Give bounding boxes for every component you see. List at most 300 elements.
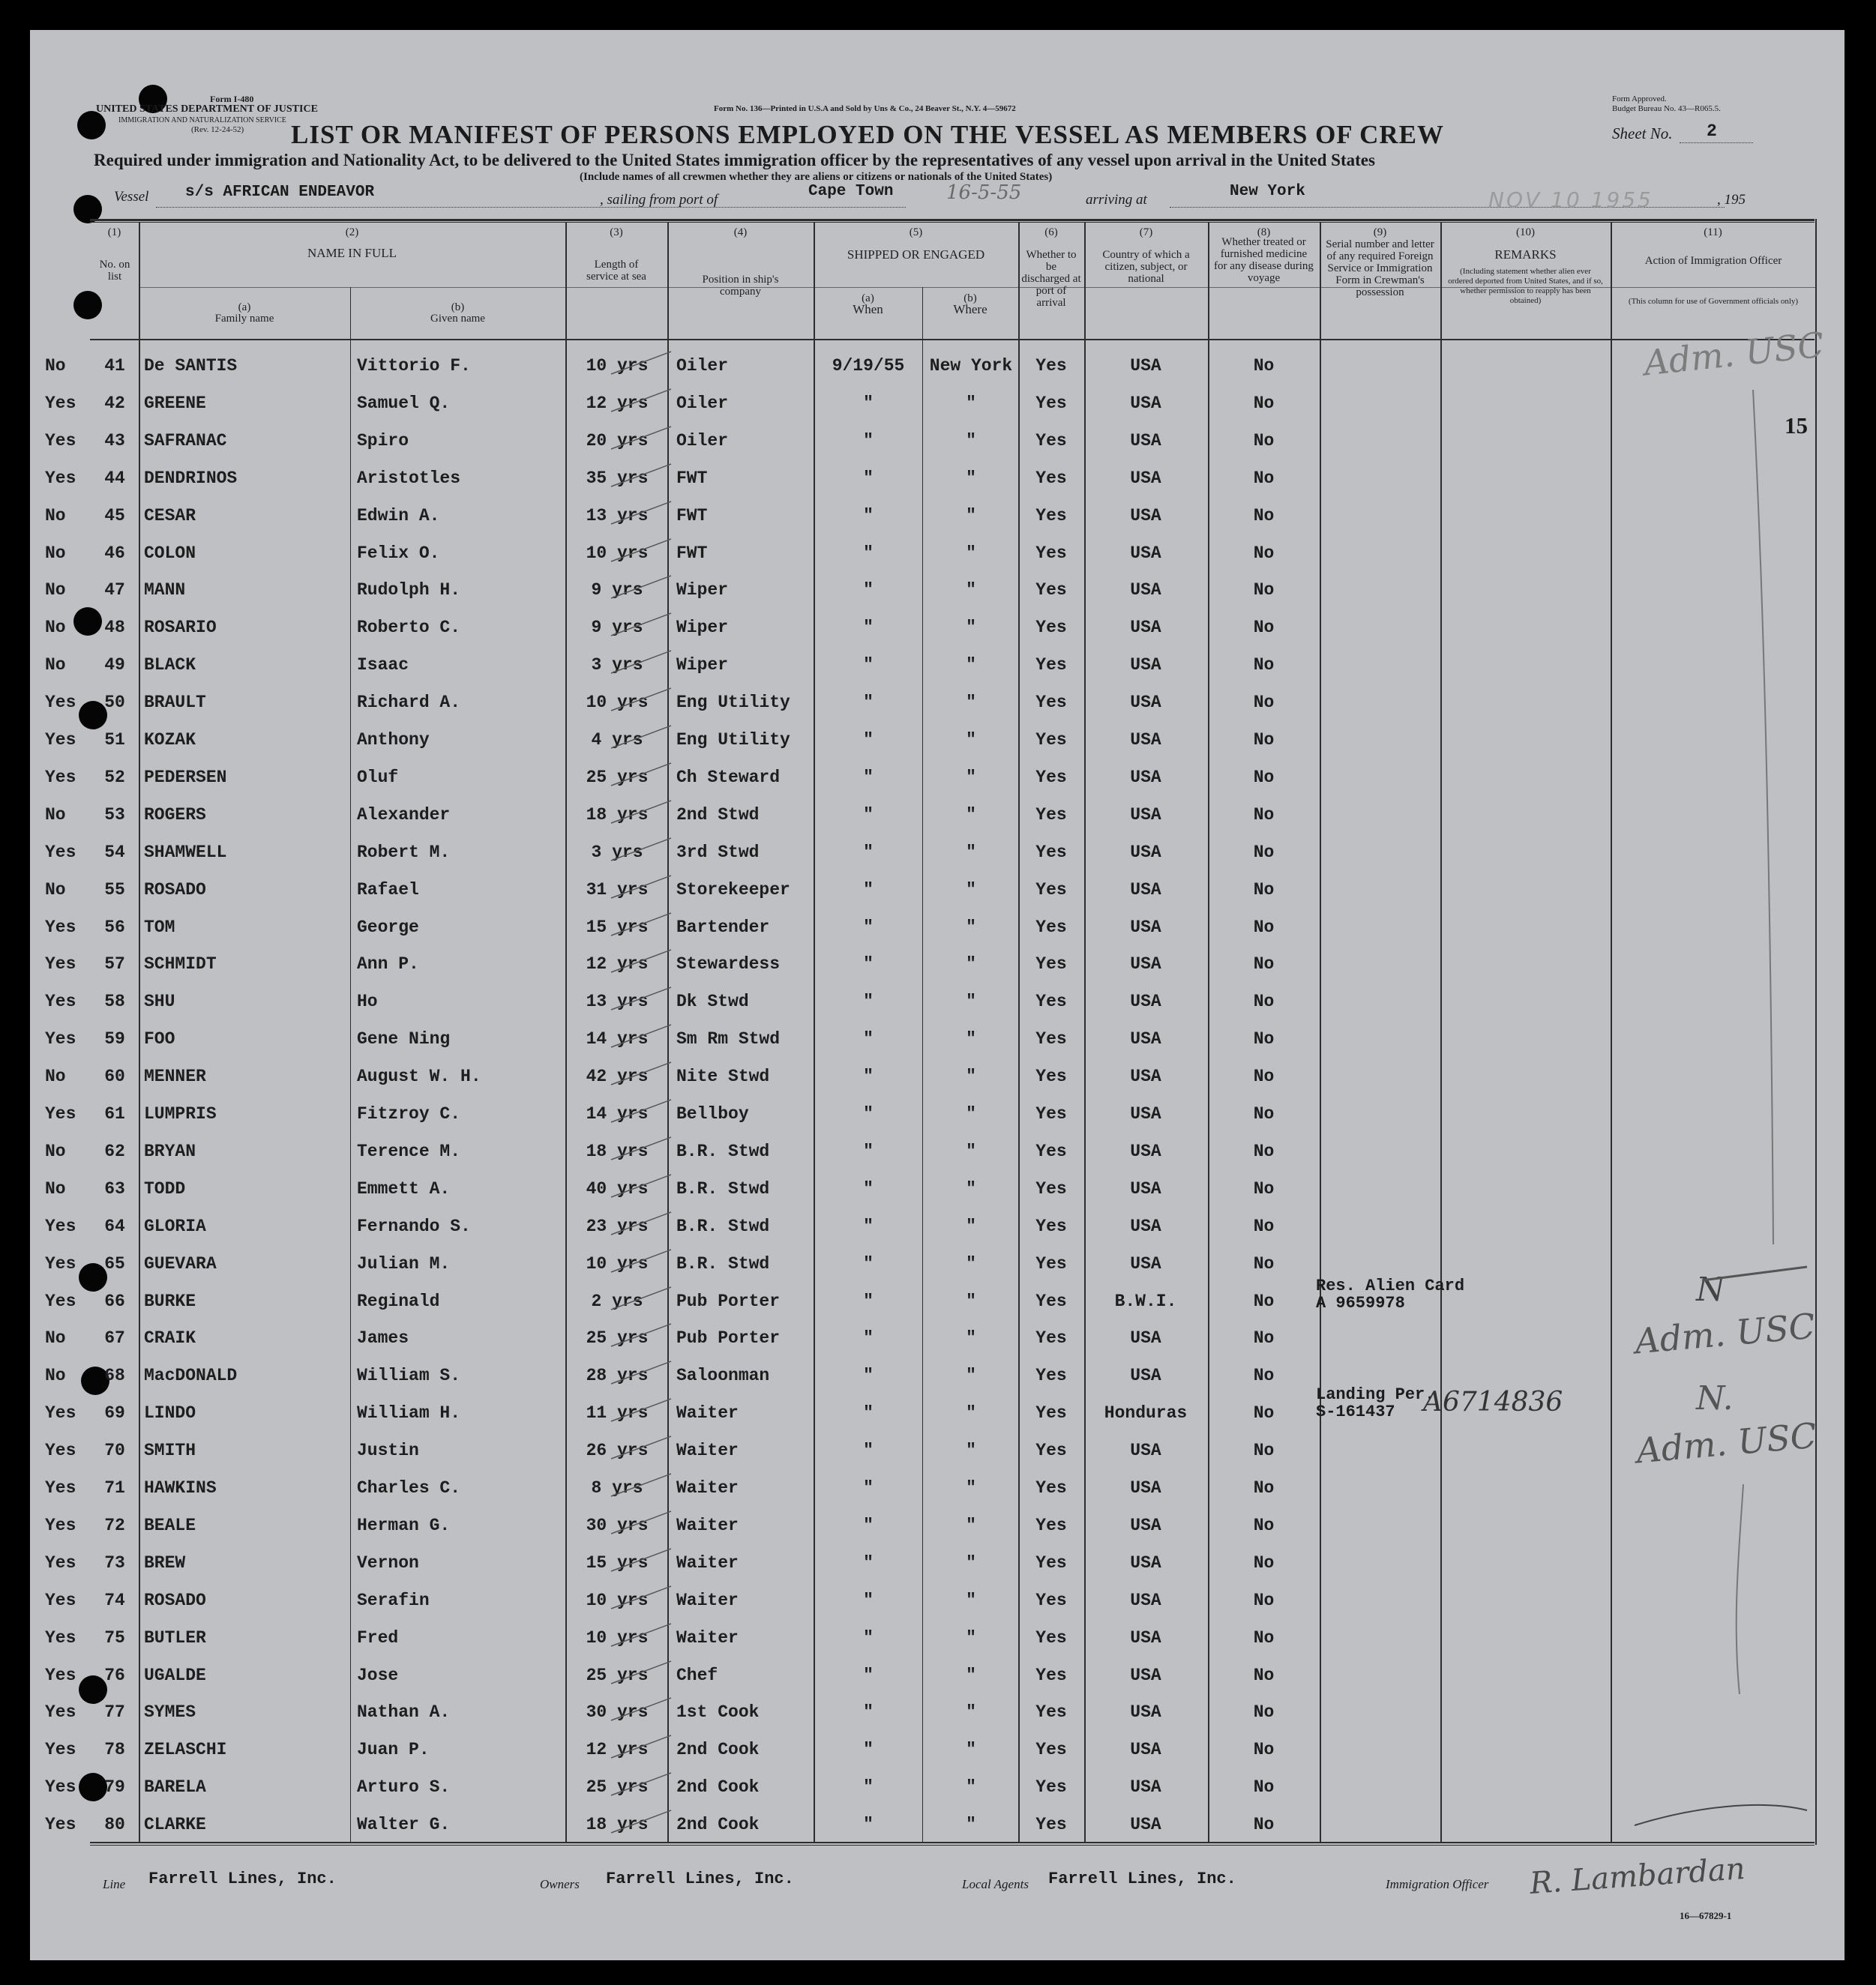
crew-position: Waiter [676,1552,739,1573]
crew-mark: No [45,1366,66,1386]
crew-discharged: Yes [1035,1441,1067,1461]
crew-country: USA [1130,1216,1161,1236]
crew-shipped-where: " [966,1665,976,1685]
crew-number: 50 [104,693,125,713]
crew-shipped-where: " [966,1328,976,1349]
crew-mark: No [45,879,66,900]
table-row [30,1702,1845,1725]
crew-number: 77 [104,1702,125,1723]
crew-discharged: Yes [1035,1178,1067,1199]
col5-header: SHIPPED OR ENGAGED [847,247,985,262]
service-check-mark [607,610,675,640]
crew-shipped-where: " [966,1178,976,1199]
crew-mark: Yes [45,1665,76,1685]
table-row [30,469,1845,491]
form-revision: (Rev. 12-24-52) [191,125,244,134]
crew-shipped-when: " [863,917,874,937]
table-row [30,655,1845,678]
col2-number: (2) [345,226,359,238]
crew-number: 54 [104,842,125,862]
crew-number: 68 [104,1366,125,1386]
crew-treated: No [1253,730,1275,750]
crew-family-name: KOZAK [144,730,196,750]
vessel-label: Vessel [114,189,149,205]
service-check-mark [607,498,675,528]
crew-position: B.R. Stwd [676,1141,770,1161]
service-check-mark [607,1321,675,1351]
crew-country: USA [1130,1665,1161,1685]
crew-shipped-when: " [863,693,874,713]
printer-line: Form No. 136—Printed in U.S.A and Sold by Uns & Co., 24 Beaver St., N.Y. 4—59672 [714,104,1016,113]
col6-number: (6) [1044,226,1058,238]
crew-service-length: 9 yrs [591,618,643,638]
crew-discharged: Yes [1035,618,1067,638]
crew-service-length: 40 yrs [586,1178,649,1199]
crew-shipped-when: " [863,1141,874,1161]
crew-treated: No [1253,1104,1275,1124]
form-approved: Form Approved. [1612,94,1667,103]
year-label: , 195 [1717,192,1746,208]
crew-number: 59 [104,1029,125,1049]
crew-family-name: GUEVARA [144,1253,217,1274]
crew-given-name: James [357,1328,409,1349]
col7-number: (7) [1139,226,1153,238]
service-check-mark [607,386,675,416]
crew-position: Oiler [676,430,729,451]
crew-discharged: Yes [1035,543,1067,563]
table-row [30,1067,1845,1089]
crew-shipped-where: " [966,1740,976,1760]
crew-family-name: BRYAN [144,1141,196,1161]
service-check-mark [607,1770,675,1800]
manifest-sheet [30,30,1845,1960]
crew-service-length: 8 yrs [591,1478,643,1498]
sheet-number: 2 [1707,121,1717,141]
table-row [30,918,1845,940]
crew-shipped-when: " [863,393,874,413]
service-check-mark [607,760,675,790]
crew-family-name: BRAULT [144,693,206,713]
col2-header: NAME IN FULL [307,246,397,260]
crew-country: USA [1130,1515,1161,1535]
service-check-mark [607,536,675,566]
crew-given-name: Vernon [357,1552,419,1573]
crew-shipped-when: " [863,468,874,488]
crew-family-name: MENNER [144,1067,206,1087]
crew-discharged: Yes [1035,1291,1067,1311]
crew-number: 41 [104,356,125,376]
service-check-mark [607,1209,675,1239]
crew-shipped-where: " [966,655,976,675]
crew-shipped-when: " [863,1029,874,1049]
officer-signature: R. Lambardan [1528,1852,1746,1901]
footer-officer-label: Immigration Officer [1386,1877,1489,1891]
table-row [30,1403,1845,1426]
crew-shipped-when: 9/19/55 [832,356,905,376]
port-from: Cape Town [808,183,894,200]
crew-position: Eng Utility [676,730,790,750]
crew-mark: Yes [45,430,76,451]
crew-service-length: 10 yrs [586,693,649,713]
crew-number: 49 [104,655,125,675]
vessel-name: s/s AFRICAN ENDEAVOR [185,184,375,201]
col10-note: (Including statement whether alien ever ordered deported from United States, and if so, whether permission to reapply has been obtained) [1448,267,1603,305]
crew-given-name: Walter G. [357,1815,451,1835]
crew-given-name: Herman G. [357,1515,451,1535]
crew-number: 57 [104,954,125,975]
agency-name: UNITED STATES DEPARTMENT OF JUSTICE [96,103,318,115]
table-row [30,394,1845,416]
crew-discharged: Yes [1035,1815,1067,1835]
crew-given-name: Edwin A. [357,505,440,525]
crew-treated: No [1253,1552,1275,1573]
crew-shipped-when: " [863,1067,874,1087]
crew-country: B.W.I. [1114,1291,1177,1311]
crew-discharged: Yes [1035,917,1067,937]
crew-mark: No [45,1141,66,1161]
crew-country: USA [1130,730,1161,750]
crew-discharged: Yes [1035,1590,1067,1610]
crew-number: 65 [104,1253,125,1274]
crew-family-name: BURKE [144,1291,196,1311]
crew-treated: No [1253,1441,1275,1461]
crew-number: 56 [104,917,125,937]
crew-number: 47 [104,580,125,600]
form-subtitle: Required under immigration and Nationality Act, to be delivered to the United States immigration officer by the representatives of any vessel upon arrival in the United States [94,151,1375,169]
col5-number: (5) [909,226,923,238]
table-row [30,1815,1845,1837]
crew-shipped-where: " [966,1441,976,1461]
crew-discharged: Yes [1035,879,1067,900]
crew-treated: No [1253,505,1275,525]
crew-shipped-where: New York [929,356,1013,376]
crew-given-name: Vittorio F. [357,356,471,376]
crew-mark: Yes [45,1441,76,1461]
punch-hole [77,111,106,139]
officer-mark-3: Adm. USC [1633,1305,1817,1362]
crew-given-name: Terence M. [357,1141,461,1161]
crew-given-name: Jose [357,1665,399,1685]
crew-shipped-where: " [966,618,976,638]
table-row [30,1591,1845,1613]
crew-number: 64 [104,1216,125,1236]
crew-country: USA [1130,1029,1161,1049]
crew-mark: Yes [45,1253,76,1274]
crew-family-name: CLARKE [144,1815,206,1835]
remark-lindo-2: S-161437 [1316,1403,1395,1421]
crew-shipped-where: " [966,730,976,750]
crew-shipped-when: " [863,1366,874,1386]
crew-shipped-when: " [863,1702,874,1723]
crew-mark: No [45,1328,66,1349]
crew-shipped-when: " [863,767,874,787]
service-check-mark [607,1284,675,1314]
crew-mark: No [45,618,66,638]
crew-shipped-where: " [966,1067,976,1087]
crew-position: Oiler [676,393,729,413]
crew-shipped-where: " [966,1403,976,1424]
table-row [30,1292,1845,1314]
crew-country: USA [1130,505,1161,525]
col2b-header: Given name [430,313,485,325]
crew-position: Oiler [676,356,729,376]
table-row [30,1328,1845,1351]
crew-position: Waiter [676,1515,739,1535]
crew-position: Waiter [676,1590,739,1610]
crew-position: Wiper [676,618,729,638]
crew-country: USA [1130,1590,1161,1610]
crew-country: USA [1130,842,1161,862]
col11-note: (This column for use of Government officials only) [1628,297,1799,306]
crew-service-length: 30 yrs [586,1702,649,1723]
table-row [30,1516,1845,1538]
service-check-mark [607,461,675,491]
crew-family-name: CRAIK [144,1328,196,1349]
crew-family-name: BREW [144,1552,186,1573]
crew-mark: Yes [45,917,76,937]
crew-discharged: Yes [1035,804,1067,825]
crew-given-name: Arturo S. [357,1777,451,1798]
crew-discharged: Yes [1035,730,1067,750]
service-check-mark [607,1396,675,1426]
crew-mark: No [45,804,66,825]
crew-service-length: 26 yrs [586,1441,649,1461]
crew-service-length: 14 yrs [586,1104,649,1124]
crew-treated: No [1253,655,1275,675]
col4-number: (4) [733,226,748,238]
crew-mark: Yes [45,468,76,488]
crew-discharged: Yes [1035,580,1067,600]
col11-number: (11) [1704,226,1722,238]
crew-service-length: 3 yrs [591,842,643,862]
service-check-mark [607,573,675,603]
crew-treated: No [1253,468,1275,488]
crew-discharged: Yes [1035,1702,1067,1723]
crew-given-name: Rafael [357,879,419,900]
crew-number: 72 [104,1515,125,1535]
crew-number: 45 [104,505,125,525]
col8-header: Whether treated or furnished medicine for any disease during voyage [1214,236,1314,284]
crew-shipped-where: " [966,1552,976,1573]
crew-shipped-where: " [966,879,976,900]
crew-country: USA [1130,1178,1161,1199]
crew-shipped-when: " [863,1291,874,1311]
remark-burke-1: Res. Alien Card [1316,1277,1465,1295]
crew-country: USA [1130,917,1161,937]
crew-mark: Yes [45,1515,76,1535]
crew-shipped-where: " [966,693,976,713]
crew-treated: No [1253,1815,1275,1835]
crew-service-length: 4 yrs [591,730,643,750]
crew-given-name: Gene Ning [357,1029,451,1049]
table-row [30,1217,1845,1239]
col11-header: Action of Immigration Officer [1644,255,1782,267]
crew-number: 75 [104,1627,125,1648]
crew-number: 63 [104,1178,125,1199]
crew-family-name: PEDERSEN [144,767,227,787]
crew-treated: No [1253,1627,1275,1648]
crew-number: 74 [104,1590,125,1610]
crew-country: USA [1130,430,1161,451]
service-check-mark [607,1247,675,1277]
crew-shipped-where: " [966,1702,976,1723]
service-check-mark [607,349,675,379]
crew-shipped-where: " [966,1291,976,1311]
crew-service-length: 30 yrs [586,1515,649,1535]
crew-number: 79 [104,1777,125,1798]
crew-discharged: Yes [1035,356,1067,376]
table-row [30,580,1845,603]
crew-number: 62 [104,1141,125,1161]
crew-number: 80 [104,1815,125,1835]
crew-family-name: LUMPRIS [144,1104,217,1124]
crew-treated: No [1253,1777,1275,1798]
crew-family-name: BUTLER [144,1627,206,1648]
crew-country: USA [1130,393,1161,413]
crew-shipped-when: " [863,1777,874,1798]
crew-service-length: 42 yrs [586,1067,649,1087]
crew-position: Stewardess [676,954,781,975]
crew-shipped-when: " [863,1216,874,1236]
table-row [30,1777,1845,1800]
footer-line-label: Line [103,1877,126,1891]
crew-shipped-when: " [863,842,874,862]
crew-shipped-where: " [966,1141,976,1161]
include-note: (Include names of all crewmen whether they are aliens or citizens or nationals of the United States) [580,171,1053,183]
crew-family-name: GLORIA [144,1216,206,1236]
crew-country: USA [1130,693,1161,713]
crew-discharged: Yes [1035,1253,1067,1274]
crew-country: USA [1130,580,1161,600]
crew-given-name: Oluf [357,767,399,787]
crew-discharged: Yes [1035,1067,1067,1087]
crew-shipped-when: " [863,1627,874,1648]
crew-given-name: Richard A. [357,693,461,713]
crew-shipped-when: " [863,879,874,900]
crew-shipped-where: " [966,1366,976,1386]
crew-shipped-where: " [966,580,976,600]
crew-treated: No [1253,1253,1275,1274]
table-row [30,1104,1845,1127]
crew-number: 73 [104,1552,125,1573]
crew-mark: Yes [45,1104,76,1124]
crew-treated: No [1253,879,1275,900]
crew-service-length: 35 yrs [586,468,649,488]
table-row [30,543,1845,566]
crew-shipped-when: " [863,1515,874,1535]
crew-country: USA [1130,655,1161,675]
crew-discharged: Yes [1035,1104,1067,1124]
crew-position: Waiter [676,1441,739,1461]
col5a-header: When [853,302,883,316]
crew-shipped-when: " [863,1178,874,1199]
crew-number: 70 [104,1441,125,1461]
crew-country: USA [1130,804,1161,825]
crew-number: 71 [104,1478,125,1498]
crew-position: Bellboy [676,1104,749,1124]
col9-number: (9) [1373,226,1387,238]
crew-position: 2nd Cook [676,1740,760,1760]
crew-mark: Yes [45,1478,76,1498]
officer-mark-5: Adm. USC [1635,1415,1818,1472]
footer-agents-label: Local Agents [962,1877,1029,1891]
crew-given-name: Julian M. [357,1253,451,1274]
crew-shipped-where: " [966,1777,976,1798]
table-row [30,1366,1845,1388]
crew-service-length: 10 yrs [586,1590,649,1610]
crew-position: Storekeeper [676,879,790,900]
bottom-code: 16—67829-1 [1680,1910,1732,1921]
crew-family-name: ZELASCHI [144,1740,227,1760]
crew-country: USA [1130,618,1161,638]
crew-shipped-when: " [863,804,874,825]
crew-position: Ch Steward [676,767,781,787]
crew-country: USA [1130,1104,1161,1124]
crew-number: 43 [104,430,125,451]
crew-family-name: CESAR [144,505,196,525]
officer-mark-1: Adm. USC [1641,324,1827,384]
crew-mark: Yes [45,1403,76,1424]
col3-number: (3) [610,226,623,238]
crew-treated: No [1253,1515,1275,1535]
crew-shipped-when: " [863,1590,874,1610]
col3-header: Length of service at sea [586,259,646,283]
crew-discharged: Yes [1035,468,1067,488]
crew-number: 51 [104,730,125,750]
col10-number: (10) [1516,226,1535,238]
crew-family-name: COLON [144,543,196,563]
crew-mark: Yes [45,693,76,713]
crew-shipped-where: " [966,1627,976,1648]
crew-shipped-where: " [966,1029,976,1049]
crew-given-name: August W. H. [357,1067,481,1087]
crew-shipped-when: " [863,1328,874,1349]
crew-discharged: Yes [1035,1328,1067,1349]
sheet-rule [1680,142,1753,143]
service-check-mark [607,1358,675,1388]
crew-family-name: ROGERS [144,804,206,825]
crew-shipped-where: " [966,505,976,525]
sailing-label: , sailing from port of [600,192,718,208]
service-check-mark [607,1134,675,1164]
crew-discharged: Yes [1035,1366,1067,1386]
crew-position: 2nd Cook [676,1777,760,1798]
crew-treated: No [1253,1178,1275,1199]
service-check-mark [607,873,675,903]
crew-discharged: Yes [1035,1777,1067,1798]
crew-service-length: 13 yrs [586,505,649,525]
service-check-mark [607,835,675,865]
arrival-stamp: NOV 10 1955 [1488,187,1653,212]
crew-country: USA [1130,1441,1161,1461]
crew-treated: No [1253,917,1275,937]
footer-line-value: Farrell Lines, Inc. [148,1870,337,1888]
col8-number: (8) [1257,226,1271,238]
crew-given-name: Nathan A. [357,1702,451,1723]
crew-shipped-where: " [966,1815,976,1835]
crew-given-name: Spiro [357,430,409,451]
service-check-mark [607,1695,675,1725]
crew-shipped-when: " [863,730,874,750]
crew-given-name: Alexander [357,804,451,825]
crew-treated: No [1253,693,1275,713]
crew-mark: Yes [45,1702,76,1723]
service-check-mark [607,424,675,454]
crew-family-name: SCHMIDT [144,954,217,975]
crew-treated: No [1253,580,1275,600]
service-check-mark [607,910,675,940]
side-number: 15 [1785,412,1808,439]
